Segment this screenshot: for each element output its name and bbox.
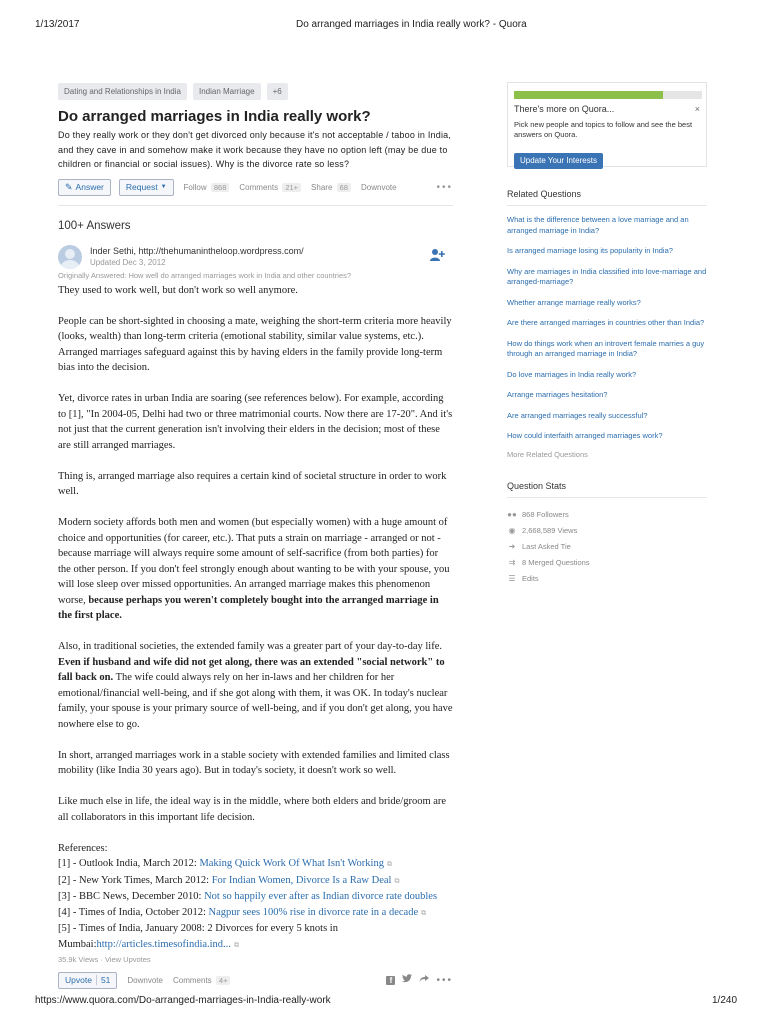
facebook-icon[interactable]: f (386, 976, 395, 985)
divider (58, 205, 453, 206)
print-page-number: 1/240 (712, 995, 738, 1006)
answer-comments-count: 4+ (216, 976, 231, 985)
request-button[interactable]: Request ▼ (119, 179, 174, 196)
related-question-link[interactable]: What is the difference between a love marriage and an arranged marriage in India? (507, 215, 689, 235)
question-title[interactable]: Do arranged marriages in India really work? (58, 108, 371, 125)
related-question-link[interactable]: Are arranged marriages really successful? (507, 410, 648, 420)
reference-link[interactable]: Not so happily ever after as Indian divorce rate doubles (204, 891, 438, 902)
reference-link[interactable]: http://articles.timesofindia.ind... (96, 938, 231, 950)
related-question-link[interactable]: Do love marriages in India really work? (507, 369, 637, 379)
share-button[interactable]: Share 68 (311, 183, 351, 192)
question-detail: Do they really work or they don't get divorced only because it's not acceptable / taboo in India, and they cave in and somehow make it work because they have no option left (may be due to children or financial or social issues). Why is the divorce rate so less? (58, 130, 452, 169)
author-name[interactable]: Inder Sethi, http://thehumanintheloop.wordpress.com/ (90, 245, 304, 256)
topic-tag[interactable]: Indian Marriage (193, 83, 261, 100)
answer-paragraph: Thing is, arranged marriage also requires a certain kind of societal structure in order to work well. (58, 470, 447, 497)
upvote-button[interactable]: Upvote 51 (58, 972, 117, 989)
close-icon[interactable]: × (694, 104, 700, 114)
merge-icon: ⇉ (508, 558, 516, 567)
promo-text: Pick new people and topics to follow and see the best answers on Quora. (514, 120, 693, 139)
related-question-link[interactable]: Arrange marriages hesitation? (507, 390, 608, 399)
reference-link[interactable]: For Indian Women, Divorce Is a Raw Deal (211, 874, 392, 886)
answer-author (58, 245, 453, 275)
follow-button[interactable]: Follow 868 (184, 183, 230, 192)
external-link-icon: ⧉ (233, 940, 239, 949)
answer-comments-button[interactable]: Comments 4+ (173, 976, 230, 985)
interests-promo (507, 82, 707, 167)
interests-progress-bar (508, 91, 708, 101)
question-stats-header: Question Stats (507, 481, 707, 498)
topic-list (58, 83, 453, 100)
eye-icon: ◉ (508, 526, 516, 535)
more-options-icon[interactable]: ••• (436, 974, 453, 986)
more-options-icon[interactable]: ••• (436, 182, 453, 193)
reference-item: [4] - Times of India, October 2012: Nagpur sees 100% rise in divorce rate in a decade ⧉ (58, 906, 427, 918)
references-label: References: (58, 842, 108, 854)
downvote-button[interactable]: Downvote (360, 183, 397, 192)
reference-item: [5] - Times of India, January 2008: 2 Divorces for every 5 knots in Mumbai:http://articles.timesofindia.ind... ⧉ (58, 923, 338, 950)
print-title: Do arranged marriages in India really work? - Quora (296, 19, 527, 30)
stat-followers[interactable]: ●● 868 Followers (507, 510, 569, 519)
answer-paragraph: People can be short-sighted in choosing a mate, weighing the short-term criteria more heavily (looks, wealth) than long-term criteria (emotional stability, similar value systems, etc.). Arranged marriages safeguard against this by having elders in the family provide long-term bias into the decision. (58, 315, 452, 373)
avatar[interactable] (58, 245, 82, 269)
downvote-button[interactable]: Downvote (127, 975, 163, 985)
reference-item: [3] - BBC News, December 2010: Not so happily ever after as Indian divorce rate doubles (58, 891, 438, 902)
reference-item: [2] - New York Times, March 2012: For Indian Women, Divorce Is a Raw Deal ⧉ (58, 874, 400, 886)
question-actions (58, 179, 453, 197)
external-link-icon: ⧉ (421, 908, 427, 917)
answer-actions (58, 971, 453, 989)
external-link-icon: ⧉ (386, 860, 392, 868)
answer-paragraph: Modern society affords both men and women (but especially women) with a huge amount of choice and opportunities (for career, etc.). That puts a strain on marriage - arranged or not - because marriage will always require some amount of self-sacrifice (from both parties) for the other person. If you don't feel strongly enough about wanting to be with your spouse, you will lose sleep over missed opportunities. An arranged marriage makes this phenomenon worse, because perhaps you weren't completely bought into the arranged marriage in the first place. (58, 517, 450, 621)
stat-views: ◉ 2,668,589 Views (508, 526, 578, 535)
topic-tag[interactable]: Dating and Relationships in India (58, 83, 187, 100)
related-question-link[interactable]: Why are marriages in India classified into love-marriage and arranged-marriage? (507, 266, 707, 286)
comments-button[interactable]: Comments 21+ (239, 183, 301, 192)
answer-button[interactable]: ✎ Answer (58, 179, 111, 196)
references (58, 841, 453, 954)
topic-more[interactable]: +6 (267, 83, 288, 100)
stat-merged[interactable]: ⇉ 8 Merged Questions (508, 558, 590, 567)
print-url: https://www.quora.com/Do-arranged-marriages-in-India-really-work (35, 995, 331, 1006)
related-question-link[interactable]: Is arranged marriage losing its popularity in India? (507, 246, 673, 255)
originally-answered[interactable]: Originally Answered: How well do arranged marriages work in India and other countries? (58, 270, 352, 280)
twitter-icon[interactable] (402, 974, 412, 986)
pencil-icon: ✎ (65, 182, 73, 192)
related-question-link[interactable]: Are there arranged marriages in countries other than India? (507, 318, 705, 327)
share-icons (386, 974, 453, 986)
main-column (58, 82, 453, 989)
share-count: 68 (337, 183, 351, 192)
question-stats-list (507, 507, 707, 587)
related-questions-header: Related Questions (507, 189, 707, 206)
related-questions-list (507, 215, 707, 442)
print-date: 1/13/2017 (35, 19, 80, 30)
answers-count-header: 100+ Answers (58, 219, 131, 232)
arrow-icon: ➜ (508, 542, 516, 551)
reference-item: [1] - Outlook India, March 2012: Making Quick Work Of What Isn't Working ⧉ (58, 858, 392, 869)
followers-icon: ●● (507, 510, 517, 519)
related-question-link[interactable]: How do things work when an introvert female marries a guy through an arranged marriage in India? (507, 338, 705, 358)
chevron-down-icon: ▼ (160, 184, 167, 190)
reference-link[interactable]: Nagpur sees 100% rise in divorce rate in a decade (208, 906, 419, 918)
reference-link[interactable]: Making Quick Work Of What Isn't Working (199, 858, 384, 869)
related-question-link[interactable]: How could interfaith arranged marriages work? (507, 431, 663, 440)
answer-paragraph: Like much else in life, the ideal way is in the middle, where both elders and bride/groom are all collaborators in this important life decision. (58, 796, 447, 823)
more-related-questions-link[interactable]: More Related Questions (507, 449, 588, 459)
follow-count: 868 (211, 183, 230, 192)
follow-user-icon[interactable] (429, 248, 445, 262)
stat-last-asked[interactable]: ➜ Last Asked Tie (508, 542, 571, 551)
upvote-count: 51 (96, 975, 110, 985)
right-sidebar (507, 82, 707, 587)
answer-paragraph: Yet, divorce rates in urban India are soaring (see references below). For example, according to [1], "In 2004-05, Delhi had two or three matrimonial courts. Now there are 17-20". And it's not just that the current generation isn't involving their elders in the decision; most of these are still arranged marriages. (58, 393, 453, 451)
answer-views[interactable]: 35.9k Views · View Upvotes (58, 955, 151, 964)
stat-edits[interactable]: ☰ Edits (508, 574, 539, 583)
answer-paragraph: Also, in traditional societies, the extended family was a greater part of your day-to-day life. Even if husband and wife did not get along, there was an extended "social network" to fall back on. The wife could always rely on her in-laws and her children for her emotional/financial well-being, and if she got along with them, it was OK. In today's nuclear family, your spouse is your primary source of well-being, and if you don't get along, you have nowhere else to go. (58, 641, 453, 730)
answer-body (58, 283, 453, 954)
related-question-link[interactable]: Whether arrange marriage really works? (507, 297, 641, 307)
answer-date: Updated Dec 3, 2012 (90, 257, 166, 267)
external-link-icon: ⧉ (394, 876, 400, 885)
answer-paragraph: In short, arranged marriages work in a stable society with extended families and limited class mobility (like India 30 years ago). But in today's society, it doesn't work so well. (58, 749, 450, 776)
promo-title: There's more on Quora... (514, 104, 615, 114)
answer-paragraph: They used to work well, but don't work so well anymore. (58, 284, 298, 296)
comments-count: 21+ (282, 183, 301, 192)
share-icon[interactable] (419, 974, 429, 986)
list-icon: ☰ (508, 574, 516, 583)
update-interests-button[interactable]: Update Your Interests (514, 153, 603, 169)
